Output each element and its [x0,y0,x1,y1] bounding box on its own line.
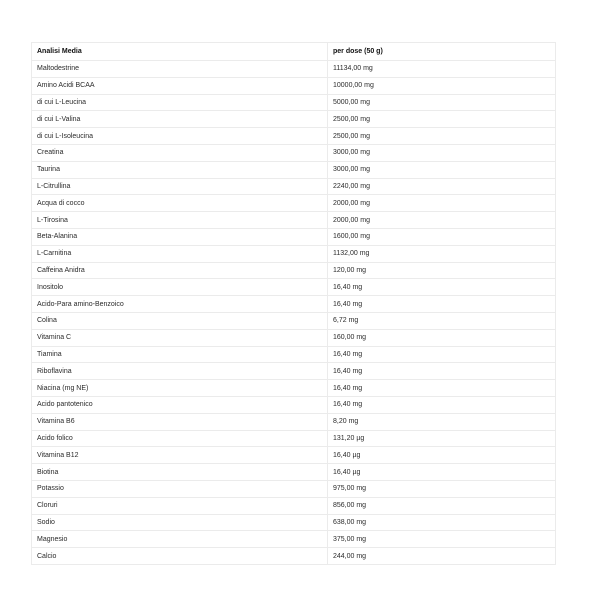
nutrient-name-cell: Caffeina Anidra [32,262,328,279]
nutrient-name-cell: di cui L-Isoleucina [32,128,328,145]
nutrient-amount-cell: 16,40 µg [328,447,556,464]
nutrient-name-cell: Maltodestrine [32,61,328,78]
nutrient-name-cell: Acido-Para amino-Benzoico [32,296,328,313]
nutrient-name-cell: Acido pantotenico [32,396,328,413]
nutrient-amount-cell: 975,00 mg [328,480,556,497]
table-row [32,396,556,413]
nutrition-table [31,42,556,565]
table-row [32,296,556,313]
nutrient-amount-cell: 2500,00 mg [328,128,556,145]
nutrient-name-cell: Tiamina [32,346,328,363]
table-row [32,346,556,363]
nutrient-amount-cell: 5000,00 mg [328,94,556,111]
nutrient-amount-cell: 638,00 mg [328,514,556,531]
header-analisi-media: Analisi Media [32,43,328,61]
nutrient-name-cell: Magnesio [32,531,328,548]
table-row [32,144,556,161]
nutrient-amount-cell: 2500,00 mg [328,111,556,128]
nutrient-name-cell: Colina [32,312,328,329]
table-row [32,548,556,565]
nutrient-name-cell: Acido folico [32,430,328,447]
nutrient-name-cell: Potassio [32,480,328,497]
table-row [32,514,556,531]
nutrient-name-cell: Niacina (mg NE) [32,380,328,397]
nutrient-name-cell: Vitamina C [32,329,328,346]
nutrient-amount-cell: 2000,00 mg [328,212,556,229]
table-row [32,464,556,481]
nutrient-amount-cell: 16,40 mg [328,279,556,296]
table-row [32,329,556,346]
table-row [32,262,556,279]
nutrient-amount-cell: 16,40 mg [328,346,556,363]
nutrient-name-cell: Acqua di cocco [32,195,328,212]
table-row [32,245,556,262]
table-row [32,497,556,514]
nutrient-amount-cell: 120,00 mg [328,262,556,279]
nutrient-name-cell: Beta-Alanina [32,228,328,245]
nutrient-amount-cell: 375,00 mg [328,531,556,548]
nutrient-name-cell: L-Citrullina [32,178,328,195]
nutrient-amount-cell: 2240,00 mg [328,178,556,195]
nutrient-name-cell: Inositolo [32,279,328,296]
table-body [32,61,556,565]
nutrient-amount-cell: 3000,00 mg [328,161,556,178]
table-row [32,430,556,447]
table-row [32,480,556,497]
nutrient-amount-cell: 16,40 mg [328,296,556,313]
nutrient-name-cell: Creatina [32,144,328,161]
table-row [32,94,556,111]
table-row [32,77,556,94]
table-row [32,128,556,145]
nutrient-amount-cell: 6,72 mg [328,312,556,329]
header-per-dose: per dose (50 g) [328,43,556,61]
table-header [32,43,556,61]
nutrient-amount-cell: 16,40 mg [328,396,556,413]
table-row [32,61,556,78]
table-row [32,111,556,128]
nutrient-name-cell: Sodio [32,514,328,531]
table-row [32,380,556,397]
nutrient-amount-cell: 11134,00 mg [328,61,556,78]
nutrient-amount-cell: 856,00 mg [328,497,556,514]
nutrient-amount-cell: 1600,00 mg [328,228,556,245]
nutrient-amount-cell: 8,20 mg [328,413,556,430]
table-row [32,279,556,296]
table-row [32,531,556,548]
table-row [32,413,556,430]
nutrient-name-cell: Amino Acidi BCAA [32,77,328,94]
nutrient-name-cell: Vitamina B6 [32,413,328,430]
header-row [32,43,556,61]
nutrient-name-cell: Calcio [32,548,328,565]
nutrient-amount-cell: 16,40 µg [328,464,556,481]
nutrient-name-cell: Taurina [32,161,328,178]
nutrient-name-cell: Riboflavina [32,363,328,380]
table-row [32,363,556,380]
table-row [32,161,556,178]
nutrient-name-cell: Cloruri [32,497,328,514]
nutrient-amount-cell: 3000,00 mg [328,144,556,161]
nutrient-amount-cell: 160,00 mg [328,329,556,346]
nutrient-amount-cell: 1132,00 mg [328,245,556,262]
table-row [32,312,556,329]
nutrient-name-cell: Vitamina B12 [32,447,328,464]
table-row [32,447,556,464]
table-row [32,212,556,229]
nutrient-name-cell: L-Tirosina [32,212,328,229]
table-row [32,228,556,245]
nutrient-amount-cell: 16,40 mg [328,363,556,380]
nutrient-amount-cell: 131,20 µg [328,430,556,447]
nutrient-amount-cell: 244,00 mg [328,548,556,565]
nutrient-amount-cell: 2000,00 mg [328,195,556,212]
nutrient-name-cell: di cui L-Leucina [32,94,328,111]
nutrient-amount-cell: 10000,00 mg [328,77,556,94]
table-row [32,178,556,195]
nutrient-name-cell: Biotina [32,464,328,481]
nutrient-amount-cell: 16,40 mg [328,380,556,397]
nutrient-name-cell: L-Carnitina [32,245,328,262]
nutrient-name-cell: di cui L-Valina [32,111,328,128]
table-row [32,195,556,212]
